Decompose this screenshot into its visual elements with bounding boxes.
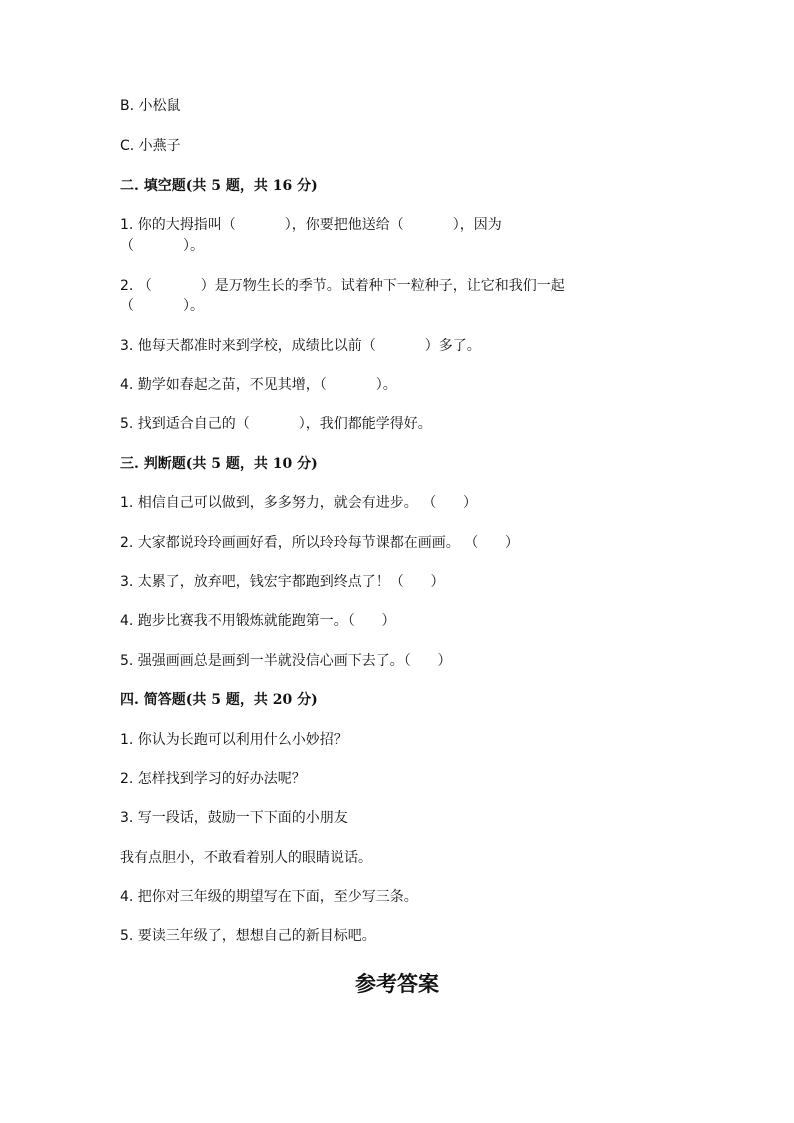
fill-q5: 5. 找到适合自己的（ ），我们都能学得好。	[120, 416, 432, 432]
short-q3: 3. 写一段话，鼓励一下下面的小朋友	[120, 810, 348, 826]
choice-option-c: C. 小燕子	[120, 138, 181, 154]
section-heading-short-answer: 四. 简答题(共 5 题，共 20 分)	[120, 692, 318, 708]
judge-q4: 4. 跑步比赛我不用锻炼就能跑第一。（ ）	[120, 613, 396, 629]
short-q4: 4. 把你对三年级的期望写在下面，至少写三条。	[120, 889, 418, 905]
choice-option-b: B. 小松鼠	[120, 98, 181, 114]
judge-q2: 2. 大家都说玲玲画画好看，所以玲玲每节课都在画画。 （ ）	[120, 535, 519, 551]
fill-q2-line1: 2. （ ）是万物生长的季节。试着种下一粒种子，让它和我们一起	[120, 278, 565, 294]
short-q1: 1. 你认为长跑可以利用什么小妙招？	[120, 732, 348, 748]
fill-q3: 3. 他每天都准时来到学校，成绩比以前（ ）多了。	[120, 338, 481, 354]
fill-q1-line1: 1. 你的大拇指叫（ ），你要把他送给（ ），因为	[120, 217, 502, 233]
section-heading-judge: 三. 判断题(共 5 题，共 10 分)	[120, 456, 318, 472]
short-q2: 2. 怎样找到学习的好办法呢？	[120, 771, 306, 787]
short-q5: 5. 要读三年级了，想想自己的新目标吧。	[120, 928, 376, 944]
fill-q2-line2: （ ）。	[120, 298, 204, 314]
judge-q5: 5. 强强画画总是画到一半就没信心画下去了。（ ）	[120, 653, 452, 669]
short-q3-sub: 我有点胆小，不敢看着别人的眼睛说话。	[120, 850, 372, 866]
section-heading-fill-blank: 二. 填空题(共 5 题，共 16 分)	[120, 178, 318, 194]
judge-q1: 1. 相信自己可以做到，多多努力，就会有进步。 （ ）	[120, 495, 477, 511]
judge-q3: 3. 太累了，放弃吧，钱宏宇都跑到终点了！（ ）	[120, 574, 445, 590]
fill-q1-line2: （ ）。	[120, 238, 204, 254]
answer-key-title: 参考答案	[355, 971, 439, 996]
fill-q4: 4. 勤学如春起之苗，不见其增，（ ）。	[120, 377, 397, 393]
